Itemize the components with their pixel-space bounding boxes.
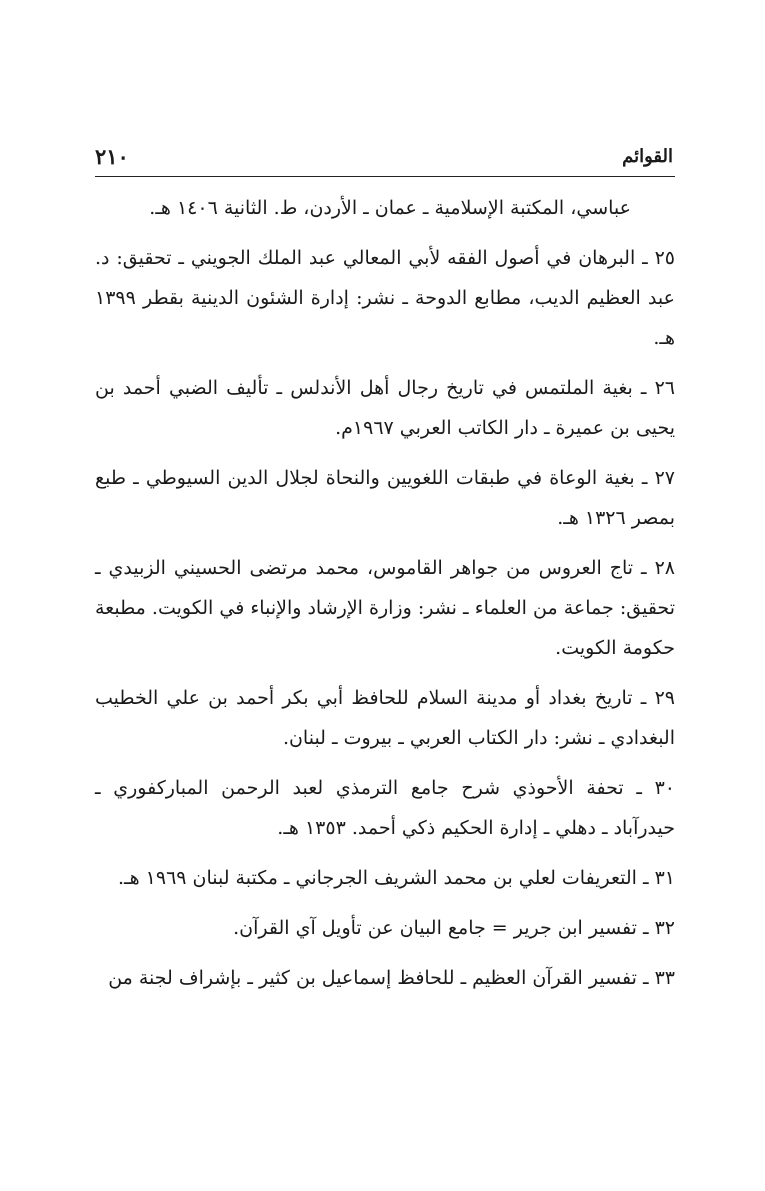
bibliography-entry	[95, 908, 675, 948]
entry-number: ٢٧ ـ	[634, 467, 675, 489]
entry-text: عباسي، المكتبة الإسلامية ـ عمان ـ الأردن، ط. الثانية ١٤٠٦ هـ.	[149, 197, 631, 219]
bibliography-entry	[95, 678, 675, 758]
entry-text: تاج العروس من جواهر القاموس، محمد مرتضى الحسيني الزبيدي ـ تحقيق: جماعة من العلماء ـ نشر: وزارة الإرشاد والإنباء في الكويت. مطبعة حكومة الكويت.	[95, 557, 675, 659]
entry-text: تاريخ بغداد أو مدينة السلام للحافظ أبي بكر أحمد بن علي الخطيب البغدادي ـ نشر: دار الكتاب العربي ـ بيروت ـ لبنان.	[95, 687, 675, 749]
entry-text: البرهان في أصول الفقه لأبي المعالي عبد الملك الجويني ـ تحقيق: د. عبد العظيم الديب، مطابع الدوحة ـ نشر: إدارة الشئون الدينية بقطر ١٣٩٩ هـ.	[95, 247, 675, 349]
bibliography-list	[95, 188, 675, 1008]
entry-number: ٢٩ ـ	[632, 687, 675, 709]
entry-number: ٣٣ ـ	[636, 967, 675, 989]
entry-text: تفسير ابن جرير = جامع البيان عن تأويل آي القرآن.	[233, 917, 637, 939]
bibliography-entry	[95, 188, 675, 228]
entry-number: ٢٨ ـ	[633, 557, 675, 579]
entry-number: ٢٥ ـ	[635, 247, 675, 269]
entry-text: بغية الملتمس في تاريخ رجال أهل الأندلس ـ تأليف الضبي أحمد بن يحيى بن عميرة ـ دار الكاتب العربي ١٩٦٧م.	[95, 377, 675, 439]
bibliography-entry	[95, 858, 675, 898]
bibliography-entry	[95, 768, 675, 848]
bibliography-entry	[95, 548, 675, 668]
entry-number: ٢٦ ـ	[632, 377, 675, 399]
entry-text: بغية الوعاة في طبقات اللغويين والنحاة لجلال الدين السيوطي ـ طبع بمصر ١٣٢٦ هـ.	[95, 467, 675, 529]
entry-number: ٣٢ ـ	[636, 917, 675, 939]
bibliography-entry	[95, 238, 675, 358]
running-header	[95, 146, 673, 174]
entry-text: تفسير القرآن العظيم ـ للحافظ إسماعيل بن كثير ـ بإشراف لجنة من	[108, 967, 637, 989]
bibliography-entry	[95, 958, 675, 998]
page-number: ٢١٠	[95, 144, 129, 169]
bibliography-entry	[95, 458, 675, 538]
header-rule	[95, 176, 675, 177]
entry-text: التعريفات لعلي بن محمد الشريف الجرجاني ـ مكتبة لبنان ١٩٦٩ هـ.	[117, 867, 637, 889]
bibliography-entry	[95, 368, 675, 448]
header-title: القوائم	[622, 146, 673, 167]
entry-number: ٣٠ ـ	[623, 777, 675, 799]
entry-text: تحفة الأحوذي شرح جامع الترمذي لعبد الرحمن المباركفوري ـ حيدرآباد ـ دهلي ـ إدارة الحكيم ذكي أحمد. ١٣٥٣ هـ.	[95, 777, 675, 839]
entry-number: ٣١ ـ	[636, 867, 675, 889]
